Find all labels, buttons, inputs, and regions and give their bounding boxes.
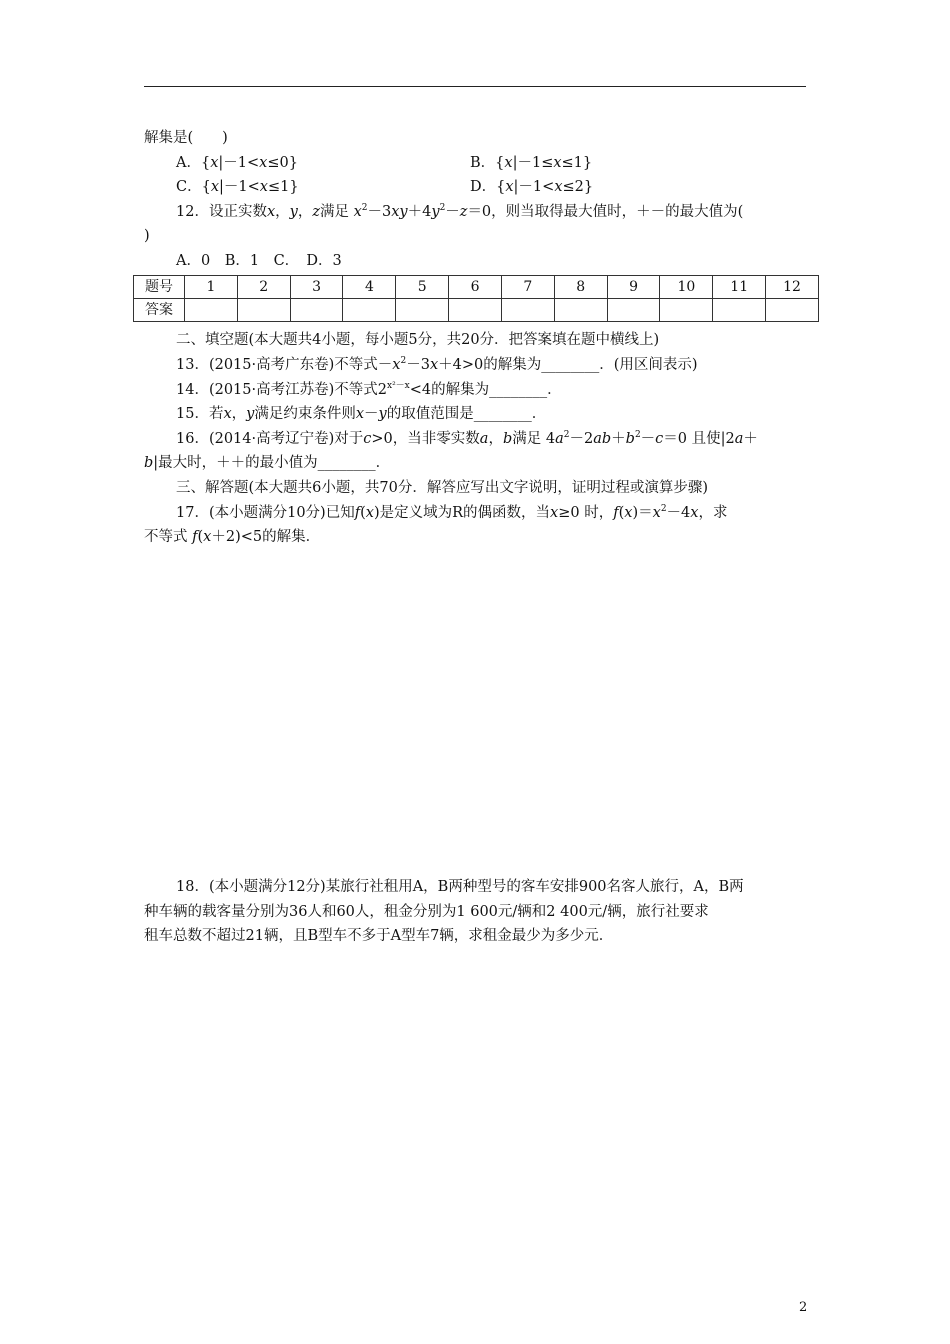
q13: 13．(2015·高考广东卷)不等式$-x^2-3x+4>0$的解集为________．(用区间表示) [176, 356, 698, 373]
header-rule [144, 86, 806, 87]
table-head-number: 题号 [134, 276, 185, 299]
q11-option-c: C．{x|－1<x≤1} [176, 179, 299, 195]
table-row-numbers [134, 276, 819, 299]
q11-option-d: D．{x|－1<x≤2} [470, 179, 594, 195]
answer-cell[interactable] [766, 299, 819, 322]
table-cell-number: 2 [237, 276, 290, 299]
q16-line2: b|最大时，＋＋的最小值为________． [144, 455, 391, 471]
table-cell-number: 5 [396, 276, 449, 299]
q17-line2: 不等式 f(x＋2)<5的解集． [144, 529, 321, 545]
answer-cell[interactable] [343, 299, 396, 322]
table-cell-number: 10 [660, 276, 713, 299]
q14: 14．(2015·高考江苏卷)不等式$2^{x^2-x}<4$的解集为________． [176, 381, 562, 398]
q18-line2: 种车辆的载客量分别为36人和60人，租金分别为1 600元/辆和2 400元/辆，旅行社要求 [144, 904, 709, 920]
q12-options: A．0 B．1 C． D．3 [176, 253, 342, 269]
q15: 15．若x，y满足约束条件则x－y的取值范围是________． [176, 406, 547, 422]
answer-cell[interactable] [449, 299, 502, 322]
answer-cell[interactable] [554, 299, 607, 322]
table-cell-number: 3 [290, 276, 343, 299]
answer-cell[interactable] [396, 299, 449, 322]
q18-line1: 18．(本小题满分12分)某旅行社租用A，B两种型号的客车安排900名客人旅行，A，B两 [176, 879, 744, 895]
q11-option-b: B．{x|－1≤x≤1} [470, 155, 593, 171]
table-cell-number: 12 [766, 276, 819, 299]
answer-cell[interactable] [290, 299, 343, 322]
table-cell-number: 7 [501, 276, 554, 299]
q11-option-a: A．{x|－1<x≤0} [176, 155, 298, 171]
section-2-heading: 二、填空题(本大题共4小题，每小题5分，共20分．把答案填在题中横线上) [176, 332, 660, 348]
q12-stem: 12．设正实数x，y，z满足 $x^2-3xy+4y^2-z=0$，则当取得最大值时，＋－的最大值为( [176, 203, 744, 220]
answer-cell[interactable] [713, 299, 766, 322]
table-cell-number: 6 [449, 276, 502, 299]
answer-table [133, 275, 819, 322]
answer-cell[interactable] [501, 299, 554, 322]
table-cell-number: 11 [713, 276, 766, 299]
section-3-heading: 三、解答题(本大题共6小题，共70分．解答应写出文字说明，证明过程或演算步骤) [176, 480, 708, 496]
table-row-answers [134, 299, 819, 322]
table-cell-number: 4 [343, 276, 396, 299]
q12-close: ) [144, 228, 150, 244]
table-cell-number: 1 [185, 276, 238, 299]
q17-line1: 17．(本小题满分10分)已知f(x)是定义域为R的偶函数，当x≥0 时，$f(x)=x^2-4x$，求 [176, 504, 728, 521]
q16-line1: 16．(2014·高考辽宁卷)对于c>0，当非零实数a，b满足 $4a^2-2ab+b^2-c=0$ 且使|2a＋ [176, 430, 758, 447]
table-head-answer: 答案 [134, 299, 185, 322]
q18-line3: 租车总数不超过21辆，且B型车不多于A型车7辆，求租金最少为多少元． [144, 928, 614, 944]
q11-stem: 解集是( ) [144, 130, 228, 146]
answer-cell[interactable] [185, 299, 238, 322]
table-cell-number: 8 [554, 276, 607, 299]
page-number: 2 [799, 1300, 808, 1315]
answer-cell[interactable] [607, 299, 660, 322]
table-cell-number: 9 [607, 276, 660, 299]
answer-cell[interactable] [660, 299, 713, 322]
answer-cell[interactable] [237, 299, 290, 322]
